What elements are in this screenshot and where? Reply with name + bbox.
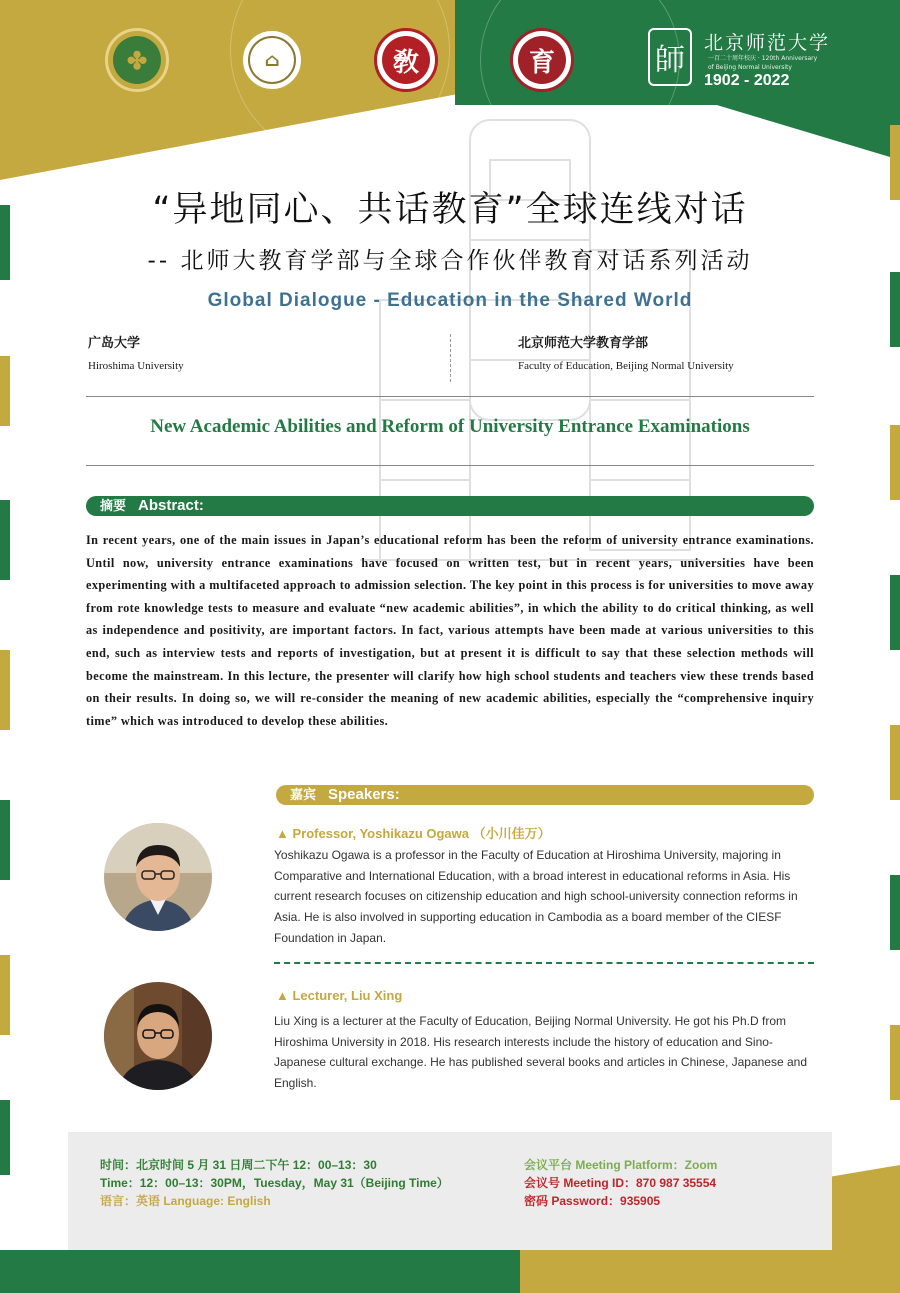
side-stripe xyxy=(890,425,900,500)
abstract-header xyxy=(86,496,814,516)
event-time-en: Time：12：00–13：30PM，Tuesday，May 31（Beijing Time） xyxy=(100,1176,449,1190)
event-info-box xyxy=(68,1132,832,1250)
meeting-password: 密码 Password：935905 xyxy=(524,1194,661,1208)
side-stripe xyxy=(0,955,10,1035)
side-stripe xyxy=(890,875,900,950)
speakers-header xyxy=(276,785,814,805)
lecture-title: New Academic Abilities and Reform of University Entrance Examinations xyxy=(150,416,750,437)
bnu-anniversary-subtitle: 一百二十周年校庆 · 120th Anniversary of Beijing Normal University xyxy=(708,55,818,71)
speaker-name: ▲ Professor, Yoshikazu Ogawa （小川佳万） xyxy=(276,826,551,841)
bnu-name: 北京师范大学 xyxy=(704,32,831,54)
speaker-divider xyxy=(274,962,814,964)
institution-left-cn: 广岛大学 xyxy=(88,336,141,351)
bnu-years: 1902 - 2022 xyxy=(704,72,790,89)
university-seal-icon: ⌂ xyxy=(248,36,296,84)
partner-logo xyxy=(510,28,574,92)
divider-line xyxy=(86,465,814,466)
speaker-name: ▲ Lecturer, Liu Xing xyxy=(276,988,403,1003)
side-stripe xyxy=(0,800,10,880)
meeting-id: 会议号 Meeting ID：870 987 35554 xyxy=(524,1176,717,1190)
speaker-bio: Yoshikazu Ogawa is a professor in the Faculty of Education at Hiroshima University, majoring in Comparative and International Education, with a broad interest in educational reforms in Asia. His current research focuses on citizenship education and high school-university connection reforms in Asia. He is also involved in supporting education in Cambodia as a board member of the CIESF Foundation in Japan. xyxy=(274,848,798,945)
speakers-label-en: Speakers: xyxy=(328,786,400,803)
institution-left-en: Hiroshima University xyxy=(88,360,184,372)
page-title-en: Global Dialogue - Education in the Shared World xyxy=(207,290,693,311)
abstract-text: In recent years, one of the main issues in Japan’s educational reform has been the reform of university entrance examinations. Until now, university entrance examinations have focused on written test, but in recent years, universities have been experimenting with a multifaceted approach to admission selection. The key point in this process is for universities to move away from rote knowledge tests to measure and evaluate “new academic abilities”, in which the ability to do critical thinking, as well as independence and positivity, are important factors. In fact, various attempts have been made at various universities to this end, such as interview tests and reports of investigation, but at present it is difficult to say that these selection methods will become the mainstream. In this lecture, the presenter will clarify how high school students and teachers view these trends based on their results. In doing so, we will re-consider the meaning of new academic abilities, especially the “comprehensive inquiry time” which was introduced to develop these abilities. xyxy=(86,533,814,728)
divider-line xyxy=(86,396,814,397)
speaker-bio: Liu Xing is a lecturer at the Faculty of Education, Beijing Normal University. He got his Ph.D from Hiroshima University in 2018. His research interests include the history of education and Sino-Japanese cultural exchange. He has published several books and articles in Chinese, Japanese and English. xyxy=(274,1014,808,1091)
event-time-cn: 时间：北京时间 5 月 31 日周二下午 12：00–13：30 xyxy=(100,1158,377,1172)
abstract-label-cn: 摘要 xyxy=(100,498,127,513)
side-stripe xyxy=(0,1100,10,1175)
speaker-photo-ogawa xyxy=(104,823,212,931)
side-stripe xyxy=(0,650,10,730)
side-stripe xyxy=(890,575,900,650)
college-seal-icon: 育 xyxy=(518,36,566,84)
side-stripe xyxy=(890,725,900,800)
partner-logo xyxy=(240,28,304,92)
page-subtitle-cn: -- 北师大教育学部与全球合作伙伴教育对话系列活动 xyxy=(147,248,753,274)
page-title-cn: “异地同心、共话教育”全球连线对话 xyxy=(152,190,748,230)
side-stripe xyxy=(0,356,10,426)
side-stripe xyxy=(890,1025,900,1100)
side-stripe xyxy=(0,500,10,580)
footer-green-band xyxy=(0,1250,520,1293)
bnu-seal-icon: 師 xyxy=(648,28,692,86)
event-language: 语言：英语 Language: English xyxy=(100,1194,271,1208)
meeting-platform: 会议平台 Meeting Platform：Zoom xyxy=(524,1158,718,1172)
partner-logo xyxy=(105,28,169,92)
education-seal-icon: 敎 xyxy=(382,36,430,84)
speakers-label-cn: 嘉宾 xyxy=(290,787,317,802)
partner-logo xyxy=(374,28,438,92)
abstract-label-en: Abstract: xyxy=(138,497,204,514)
institution-divider xyxy=(450,334,451,382)
institution-right-cn: 北京师范大学教育学部 xyxy=(518,336,649,351)
bnu-logo-block xyxy=(648,24,888,96)
speaker-photo-liu xyxy=(104,982,212,1090)
institution-right-en: Faculty of Education, Beijing Normal University xyxy=(518,360,734,372)
header-green-wedge xyxy=(700,100,900,160)
leaf-emblem-icon: ✤ xyxy=(113,36,161,84)
